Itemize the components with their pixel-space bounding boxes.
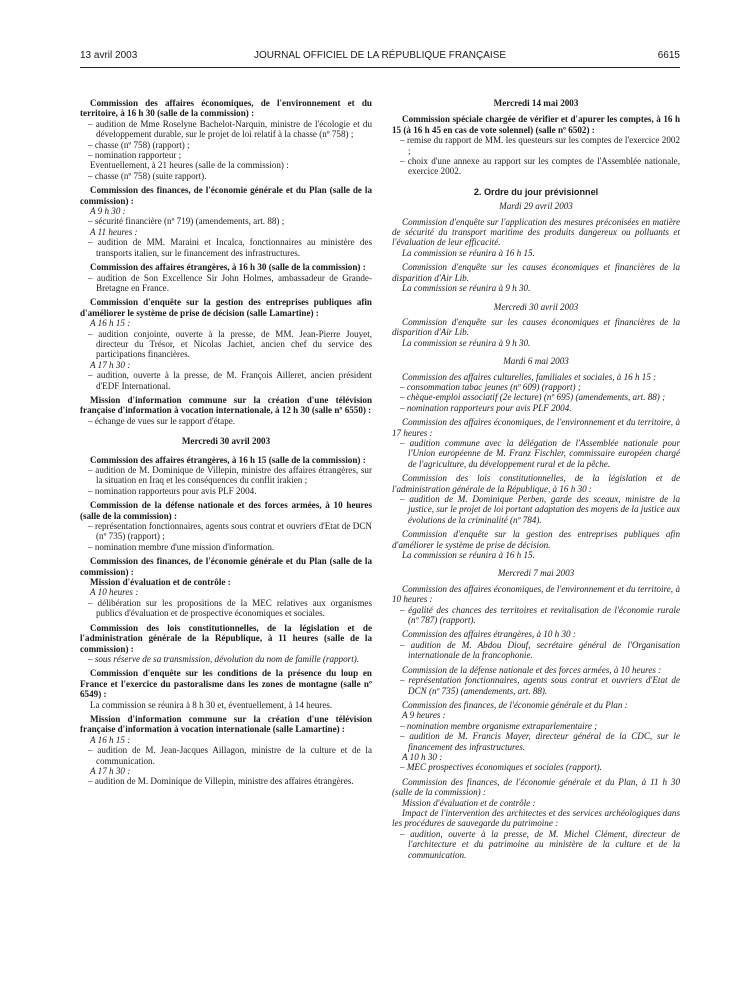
time-label: A 9 h 30 : [90,206,126,217]
day-heading: Mercredi 30 avril 2003 [181,436,271,447]
left-column [80,98,372,787]
agenda-item: – audition de M. Dominique de Villepin, ministre des affaires étrangères, sur la situation en Iraq et les conséquences du conflit irakien ; [88,465,372,486]
page-header [80,50,680,66]
schedule-note: La commission se réunira à 8 h 30 et, éventuellement, à 14 heures. [90,699,333,710]
agenda-item: – consommation tabac jeunes (nº 609) (rapport) ; [400,381,581,392]
agenda-item: – nomination rapporteurs pour avis PLF 2004. [400,402,572,413]
schedule-note: La commission se réunira à 16 h 15. [402,247,535,258]
right-column [392,98,680,860]
schedule-note: La commission se réunira à 16 h 15. [402,550,535,561]
time-label: A 16 h 15 : [90,318,131,329]
day-heading: Mercredi 7 mai 2003 [497,568,575,579]
day-heading: Mardi 6 mai 2003 [503,356,569,367]
day-heading: Mercredi 14 mai 2003 [493,98,579,108]
agenda-item: – nomination membre organisme extraparlementaire ; [400,720,598,731]
day-heading: Mardi 29 avril 2003 [499,201,573,212]
time-label: A 10 heures : [90,587,139,598]
entry-heading: Commission d'enquête sur les conditions de la présence du loup en France et l'exercice du pastoralisme dans les zones de montagne (salle nº 6549) : [80,668,372,700]
entry-heading: Commission des affaires étrangères, à 16 h 30 (salle de la commission) : [90,262,366,273]
entry-heading: Commission de la défense nationale et des forces armées, à 10 heures : [402,664,662,675]
entry-heading: Commission spéciale chargée de vérifier et d'apurer les comptes, à 16 h 15 (à 16 h 45 en cas de vote solennel) (salle nº 6502) : [392,114,680,135]
time-label: A 16 h 15 : [90,734,131,745]
agenda-item: – chasse (nº 758) (suite rapport). [88,170,207,181]
day-heading: Mercredi 30 avril 2003 [493,301,579,312]
agenda-item: – audition de MM. Maraini et Incalca, fonctionnaires au ministère des transports italien, sur le financement des infrastructures. [88,237,372,258]
topic-text: Impact de l'intervention des architectes et des services archéologiques dans les procédures de sauvegarde du patrimoine : [392,807,680,829]
time-label: A 9 heures : [402,710,446,721]
agenda-item: – chasse (nº 758) (rapport) ; [88,139,190,150]
agenda-item: – égalité des chances des territoires et revitalisation de l'économie rurale (nº 787) (rapport). [400,604,680,626]
agenda-item: – sécurité financière (nº 719) (amendements, art. 88) ; [88,216,285,227]
entry-heading: Commission des lois constitutionnelles, de la législation et de l'administration générale de la République, à 16 h 30 : [392,473,680,494]
entry-heading: Mission d'information commune sur la création d'une télévision française d'information à vocation internationale, à 12 h 30 (salle nº 6550) : [80,394,372,416]
agenda-item: – chèque-emploi associatif (2e lecture) (nº 695) (amendements, art. 88) ; [400,392,666,403]
agenda-item: – remise du rapport de MM. les questeurs sur les comptes de l'exercice 2002 ; [400,135,680,156]
mission-label: Mission d'évaluation et de contrôle : [90,577,231,588]
agenda-item: – nomination rapporteurs pour avis PLF 2004. [88,485,257,496]
section-heading: 2. Ordre du jour prévisionnel [473,186,599,197]
agenda-item: – sous réserve de sa transmission, dévolution du nom de famille (rapport). [88,653,360,664]
agenda-item: – échange de vues sur le rapport d'étape. [88,415,236,426]
entry-heading: Commission des affaires culturelles, familiales et sociales, à 16 h 15 : [402,371,657,382]
entry-heading: Commission de la défense nationale et des forces armées, à 10 heures (salle de la commission) : [80,500,372,521]
schedule-note: La commission se réunira à 9 h 30. [402,283,531,294]
page-number: 6615 [657,50,680,61]
agenda-item: – audition, ouverte à la presse, de M. François Ailleret, ancien président d'EDF International. [88,370,372,391]
agenda-item: – audition de M. Jean-Jacques Aillagon, ministre de la culture et de la communication. [88,745,372,766]
entry-heading: Commission des lois constitutionnelles, de la législation et de l'administration générale de la République, à 11 heures (salle de la commission) : [80,622,372,654]
entry-heading: Commission des finances, de l'économie générale et du Plan (salle de la commission) : [80,556,372,577]
agenda-item: – audition de Mme Roselyne Bachelot-Narquin, ministre de l'écologie et du développement durable, sur le projet de loi relatif à la chasse (nº 758) ; [88,118,372,140]
time-label: A 17 h 30 : [90,359,131,370]
journal-title: JOURNAL OFFICIEL DE LA RÉPUBLIQUE FRANÇAISE [253,50,507,61]
agenda-item: – représentation fonctionnaires, agents sous contrat et ouvriers d'Etat de DCN (nº 735) (rapport) ; [88,521,372,542]
agenda-item: – choix d'une annexe au rapport sur les comptes de l'Assemblée nationale, exercice 2002. [400,156,680,177]
entry-heading: Commission des affaires économiques, de l'environnement et du territoire, à 10 heures : [392,583,680,605]
entry-heading: Commission d'enquête sur l'application des mesures préconisées en matière de sécurité du transport maritime des produits dangereux ou polluants et l'évaluation de leur efficacité. [392,216,680,248]
agenda-item: – délibération sur les propositions de la MEC relatives aux organismes publics d'évaluation et de prospective économiques et sociales. [88,597,372,619]
entry-heading: Commission des affaires économiques, de l'environnement et du territoire, à 16 h 30 (salle de la commission) : [80,98,372,119]
time-label: A 17 h 30 : [90,765,131,776]
agenda-item: – audition de M. Abdou Diouf, secrétaire général de l'Organisation internationale de la francophonie. [400,639,680,661]
agenda-item: – représentation fonctionnaires, agents sous contrat et ouvriers d'Etat de DCN (nº 735) (amendements, art. 88). [400,675,680,696]
entry-heading: Commission d'enquête sur la gestion des entreprises publiques afin d'améliorer le système de prise de décision (salle Lamartine) : [80,297,372,318]
agenda-item: – MEC prospectives économiques et sociales (rapport). [400,762,602,773]
mission-label: Mission d'évaluation et de contrôle : [402,797,536,808]
entry-heading: Mission d'information commune sur la création d'une télévision française d'information à vocation internationale (salle Lamartine) : [80,713,372,735]
agenda-item: – audition de M. Dominique Perben, garde des sceaux, ministre de la justice, sur le projet de loi portant adaptation des moyens de la justice aux évolutions de la criminalité (nº 784). [400,494,680,525]
agenda-item: – audition de Son Excellence Sir John Holmes, ambassadeur de Grande-Bretagne en France. [88,272,372,293]
entry-heading: Commission des affaires étrangères, à 16 h 15 (salle de la commission) : [90,454,366,465]
entry-heading: Commission des affaires étrangères, à 10 h 30 : [402,629,576,640]
header-date: 13 avril 2003 [80,50,138,61]
entry-heading: Commission des finances, de l'économie générale et du Plan : [402,699,628,710]
agenda-item: – audition commune avec la délégation de l'Assemblée nationale pour l'Union européenne de M. Franz Fischler, commissaire européen chargé de l'agriculture, du développement rural et de la pêche. [400,437,680,469]
agenda-item: – nomination membre d'une mission d'information. [88,541,275,552]
entry-heading: Commission des affaires économiques, de l'environnement et du territoire, à 17 heures : [392,417,680,438]
schedule-note: La commission se réunira à 9 h 30. [402,337,531,348]
header-rule [80,67,680,68]
entry-heading: Commission des finances, de l'économie générale et du Plan (salle de la commission) : [80,185,372,206]
agenda-item: – audition de M. Francis Mayer, directeur général de la CDC, sur le financement des infrastructures. [400,731,680,752]
schedule-note: Eventuellement, à 21 heures (salle de la commission) : [90,160,289,171]
entry-heading: Commission des finances, de l'économie générale et du Plan, à 11 h 30 (salle de la commission) : [392,776,680,798]
time-label: A 11 heures : [90,226,138,237]
entry-heading: Commission d'enquête sur la gestion des entreprises publiques afin d'améliorer le système de prise de décision. [392,529,680,550]
agenda-item: – nomination rapporteur ; [88,150,182,161]
agenda-item: – audition, ouverte à la presse, de M. Michel Clément, directeur de l'architecture et du patrimoine au ministère de la culture et de la communication. [400,828,680,860]
time-label: A 10 h 30 : [402,751,443,762]
agenda-item: – audition conjointe, ouverte à la presse, de MM. Jean-Pierre Jouyet, directeur du Trésor, et Nicolas Jachiet, ancien chef du service des participations financières. [88,328,372,360]
entry-heading: Commission d'enquête sur les causes économiques et financières de la disparition d'Air Lib. [392,262,680,283]
entry-heading: Commission d'enquête sur les causes économiques et financières de la disparition d'Air Lib. [392,316,680,338]
agenda-item: – audition de M. Dominique de Villepin, ministre des affaires étrangères. [88,776,354,787]
